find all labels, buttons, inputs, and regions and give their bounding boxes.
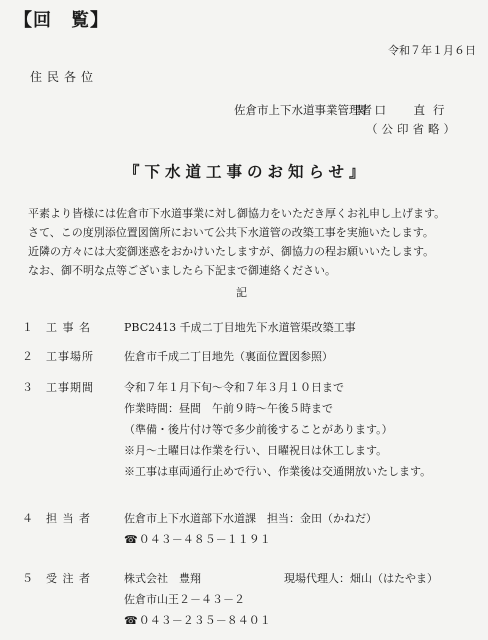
item-value: PBC2413 千成二丁目地先下水道管渠改築工事 (124, 321, 356, 334)
item-label: 工事期間 (46, 381, 94, 394)
item-label: 受 注 者 (46, 572, 91, 585)
sender-name: 関口 直行 (355, 103, 453, 117)
page-title: 『下水道工事のお知らせ』 (124, 162, 370, 181)
body-line: 近隣の方々には大変御迷惑をおかけいたしますが、御協力の程お願いいたします。 (28, 245, 435, 258)
notice-date: 令和７年１月６日 (388, 44, 476, 57)
telephone-icon: ☎ (124, 533, 138, 546)
item-number: ４ (22, 512, 33, 525)
notice-body (28, 204, 480, 280)
phone-number: ０４３－２３５－８４０１ (138, 614, 271, 627)
item-number: １ (22, 321, 33, 334)
item-number: ３ (22, 381, 33, 394)
item-value-lines (124, 377, 431, 482)
ki-heading: 記 (236, 286, 247, 299)
circular-badge: 【回 覧】 (14, 10, 109, 31)
contractor-name: 株式会社 豊翔 (124, 572, 201, 585)
contractor-phone (124, 610, 271, 631)
phone-number: ０４３－４８５－１１９１ (138, 533, 271, 546)
contact-phone (124, 529, 377, 550)
body-line: さて、この度別添位置図箇所において公共下水道管の改築工事を実施いたします。 (28, 226, 434, 239)
item-label: 工 事 名 (46, 321, 91, 334)
sender-organization: 佐倉市上下水道事業管理者 (234, 103, 372, 117)
item-number: ５ (22, 572, 33, 585)
item-label: 工事場所 (46, 350, 94, 363)
site-agent: 現場代理人：畑山（はたやま） (284, 572, 438, 585)
contact-line: 佐倉市上下水道部下水道課 担当：金田（かねだ） (124, 512, 377, 525)
period-line: ※月～土曜日は作業を行い、日曜祝日は休工します。 (124, 444, 388, 457)
telephone-icon: ☎ (124, 614, 138, 627)
item-value: 佐倉市千成二丁目地先（裏面位置図参照） (124, 350, 333, 363)
item-value-lines (124, 568, 271, 631)
item-value-lines (124, 508, 377, 550)
body-line: なお、御不明な点等ございましたら下記まで御連絡ください。 (28, 264, 336, 277)
body-line: 平素より皆様には佐倉市下水道事業に対し御協力をいただき厚くお礼申し上げます。 (28, 207, 446, 220)
item-label: 担 当 者 (46, 512, 91, 525)
item-number: ２ (22, 350, 33, 363)
period-line: ※工事は車両通行止めで行い、作業後は交通開放いたします。 (124, 465, 432, 478)
recipient: 住民各位 (30, 70, 99, 84)
seal-note: （公印省略） (366, 122, 459, 136)
period-line: 令和７年１月下旬～令和７年３月１０日まで (124, 381, 344, 394)
period-line: （準備・後片付け等で多少前後することがあります。） (124, 423, 393, 436)
contractor-address: 佐倉市山王２－４３－２ (124, 593, 245, 606)
period-line: 作業時間：昼間 午前９時～午後５時まで (124, 402, 333, 415)
